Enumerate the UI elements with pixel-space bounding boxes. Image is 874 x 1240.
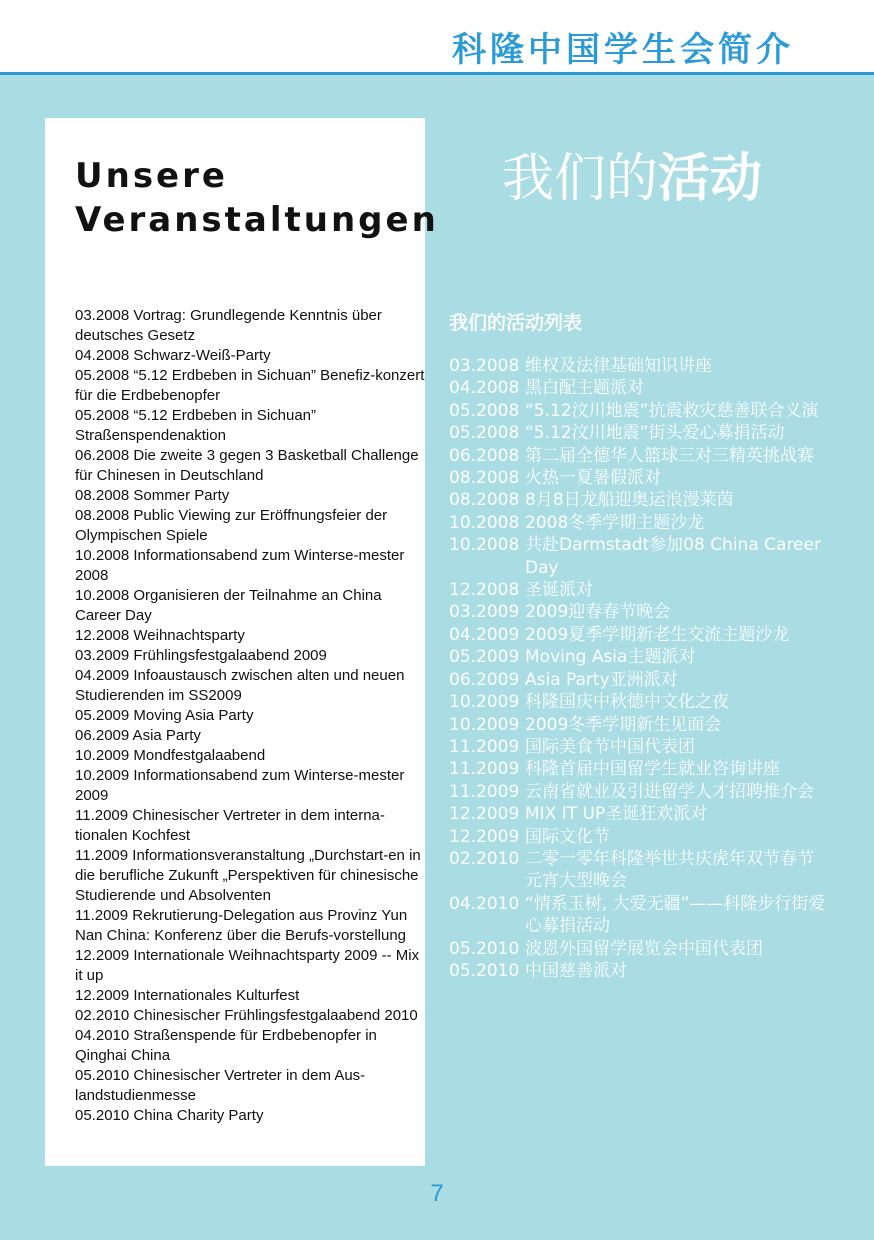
event-title: 科隆首届中国留学生就业咨询讲座 bbox=[525, 759, 780, 780]
event-title: 维权及法律基础知识讲座 bbox=[525, 356, 712, 376]
event-title: Moving Asia主题派对 bbox=[525, 647, 696, 668]
event-title: 圣诞派对 bbox=[525, 580, 593, 601]
list-item bbox=[449, 669, 829, 691]
list-item bbox=[449, 445, 829, 467]
list-item: 05.2010 Chinesischer Vertreter in dem Aus-landstudienmesse bbox=[75, 1067, 366, 1104]
heading-bold: 活动 bbox=[658, 149, 763, 209]
list-item: 12.2009 Internationales Kulturfest bbox=[75, 987, 300, 1004]
list-item: 08.2008 Sommer Party bbox=[75, 487, 230, 504]
event-date: 04.2010 bbox=[449, 893, 520, 914]
list-item bbox=[449, 377, 829, 399]
event-date: 12.2008 bbox=[449, 580, 520, 601]
event-title: 科隆国庆中秋德中文化之夜 bbox=[525, 692, 729, 713]
event-date: 08.2008 bbox=[449, 468, 520, 489]
event-title: 2009夏季学期新老生交流主题沙龙 bbox=[525, 624, 790, 645]
event-date: 03.2009 bbox=[449, 602, 520, 623]
list-item bbox=[449, 512, 829, 534]
list-item bbox=[449, 355, 829, 377]
event-date: 12.2009 bbox=[449, 826, 520, 847]
german-event-list bbox=[75, 306, 425, 1126]
list-item: 05.2008 “5.12 Erdbeben in Sichuan” Straßenspendenaktion bbox=[75, 407, 317, 444]
event-date: 08.2008 bbox=[449, 490, 520, 511]
list-item bbox=[449, 758, 829, 780]
list-item: 03.2008 Vortrag: Grundlegende Kenntnis über deutsches Gesetz bbox=[75, 307, 382, 344]
event-title: 国际文化节 bbox=[525, 826, 610, 847]
german-events-panel bbox=[45, 118, 439, 1166]
german-section-title bbox=[75, 154, 439, 242]
list-item bbox=[449, 467, 829, 489]
list-item: 05.2009 Moving Asia Party bbox=[75, 707, 254, 724]
event-title: 2009迎春春节晚会 bbox=[525, 602, 671, 623]
list-item: 10.2009 Mondfestgalaabend bbox=[75, 747, 266, 764]
event-title: “情系玉树, 大爱无疆”——科隆步行街爱心募捐活动 bbox=[525, 893, 826, 937]
event-date: 06.2008 bbox=[449, 445, 520, 466]
event-title: 2008冬季学期主题沙龙 bbox=[525, 512, 705, 533]
list-item: 10.2008 Informationsabend zum Winterse-mester 2008 bbox=[75, 547, 405, 584]
list-item: 04.2009 Infoaustausch zwischen alten und neuen Studierenden im SS2009 bbox=[75, 667, 405, 704]
event-title: 火热一夏暑假派对 bbox=[525, 468, 661, 489]
list-item: 12.2008 Weihnachtsparty bbox=[75, 627, 245, 644]
event-date: 05.2009 bbox=[449, 647, 520, 668]
list-item: 03.2009 Frühlingsfestgalaabend 2009 bbox=[75, 647, 327, 664]
event-title: 波恩外国留学展览会中国代表团 bbox=[525, 938, 763, 959]
event-title: 黑白配主题派对 bbox=[525, 378, 644, 399]
event-title: 2009冬季学期新生见面会 bbox=[525, 714, 722, 735]
page-header bbox=[0, 0, 874, 75]
list-item bbox=[449, 400, 829, 422]
list-item bbox=[449, 781, 829, 803]
event-title: 二零一零年科隆举世共庆虎年双节春节元宵大型晚会 bbox=[525, 848, 814, 892]
list-item: 10.2008 Organisieren der Teilnahme an China Career Day bbox=[75, 587, 382, 624]
event-title: 8月8日龙船迎奥运浪漫莱茵 bbox=[525, 490, 734, 511]
german-title-line-2: Veranstaltungen bbox=[75, 200, 439, 240]
event-date: 10.2009 bbox=[449, 692, 520, 713]
event-date: 06.2009 bbox=[449, 669, 520, 690]
event-date: 10.2008 bbox=[449, 535, 520, 556]
event-date: 10.2009 bbox=[449, 714, 520, 735]
event-date: 04.2009 bbox=[449, 624, 520, 645]
list-item: 11.2009 Rekrutierung-Delegation aus Provinz Yun Nan China: Konferenz über die Berufs-vorstellung bbox=[75, 907, 408, 944]
event-date: 05.2010 bbox=[449, 960, 520, 981]
event-date: 05.2010 bbox=[449, 938, 520, 959]
list-item: 06.2009 Asia Party bbox=[75, 727, 201, 744]
event-title: 第二届全德华人篮球三对三精英挑战赛 bbox=[525, 445, 814, 466]
list-item bbox=[449, 893, 829, 938]
list-item bbox=[449, 938, 829, 960]
list-item: 08.2008 Public Viewing zur Eröffnungsfeier der Olympischen Spiele bbox=[75, 507, 388, 544]
event-date: 02.2010 bbox=[449, 848, 520, 869]
list-item bbox=[449, 422, 829, 444]
event-title: 云南省就业及引进留学人才招聘推介会 bbox=[525, 781, 814, 802]
page-number: 7 bbox=[430, 1180, 444, 1207]
list-item bbox=[449, 826, 829, 848]
event-date: 11.2009 bbox=[449, 736, 520, 757]
chinese-list-subtitle: 我们的活动列表 bbox=[449, 312, 583, 334]
german-title-line-1: Unsere bbox=[75, 156, 228, 196]
list-item bbox=[449, 646, 829, 668]
heading-normal: 我们的 bbox=[502, 149, 659, 209]
list-item bbox=[449, 624, 829, 646]
list-item: 05.2010 China Charity Party bbox=[75, 1107, 264, 1124]
list-item bbox=[449, 691, 829, 713]
list-item: 04.2010 Straßenspende für Erdbebenopfer in Qinghai China bbox=[75, 1027, 377, 1064]
event-date: 10.2008 bbox=[449, 512, 520, 533]
event-title: “5.12汶川地震”街头爱心募捐活动 bbox=[525, 423, 785, 444]
list-item: 10.2009 Informationsabend zum Winterse-mester 2009 bbox=[75, 767, 405, 804]
list-item: 11.2009 Informationsveranstaltung „Durchstart-en in die berufliche Zukunft „Perspektiven für chinesische Studierende und Absolventen bbox=[75, 847, 421, 904]
header-title: 科隆中国学生会简介 bbox=[452, 30, 794, 70]
list-item: 12.2009 Internationale Weihnachtsparty 2009 -- Mix it up bbox=[75, 947, 420, 984]
event-date: 03.2008 bbox=[449, 356, 520, 376]
list-item bbox=[449, 489, 829, 511]
event-date: 12.2009 bbox=[449, 804, 520, 825]
event-date: 05.2008 bbox=[449, 400, 520, 421]
list-item bbox=[449, 579, 829, 601]
chinese-event-list bbox=[449, 355, 829, 982]
event-date: 11.2009 bbox=[449, 781, 520, 802]
list-item bbox=[449, 534, 829, 579]
chinese-section-heading bbox=[502, 136, 762, 211]
event-title: MIX IT UP圣诞狂欢派对 bbox=[525, 804, 708, 825]
list-item: 05.2008 “5.12 Erdbeben in Sichuan” Benefiz-konzert für die Erdbebenopfer bbox=[75, 367, 425, 404]
list-item bbox=[449, 714, 829, 736]
list-item: 11.2009 Chinesischer Vertreter in dem interna-tionalen Kochfest bbox=[75, 807, 385, 844]
event-date: 05.2008 bbox=[449, 423, 520, 444]
event-title: “5.12汶川地震”抗震救灾慈善联合义演 bbox=[525, 400, 819, 421]
list-item bbox=[449, 736, 829, 758]
event-title: 共赴Darmstadt参加08 China Career Day bbox=[525, 535, 821, 578]
list-item bbox=[449, 848, 829, 893]
event-date: 11.2009 bbox=[449, 759, 520, 780]
list-item bbox=[449, 803, 829, 825]
list-item bbox=[449, 601, 829, 623]
event-title: 国际美食节中国代表团 bbox=[525, 736, 695, 757]
list-item bbox=[449, 960, 829, 982]
event-title: 中国慈善派对 bbox=[525, 960, 627, 981]
list-item: 02.2010 Chinesischer Frühlingsfestgalaabend 2010 bbox=[75, 1007, 418, 1024]
list-item: 06.2008 Die zweite 3 gegen 3 Basketball Challenge für Chinesen in Deutschland bbox=[75, 447, 419, 484]
event-date: 04.2008 bbox=[449, 378, 520, 399]
list-item: 04.2008 Schwarz-Weiß-Party bbox=[75, 347, 271, 364]
event-title: Asia Party亚洲派对 bbox=[525, 669, 678, 690]
